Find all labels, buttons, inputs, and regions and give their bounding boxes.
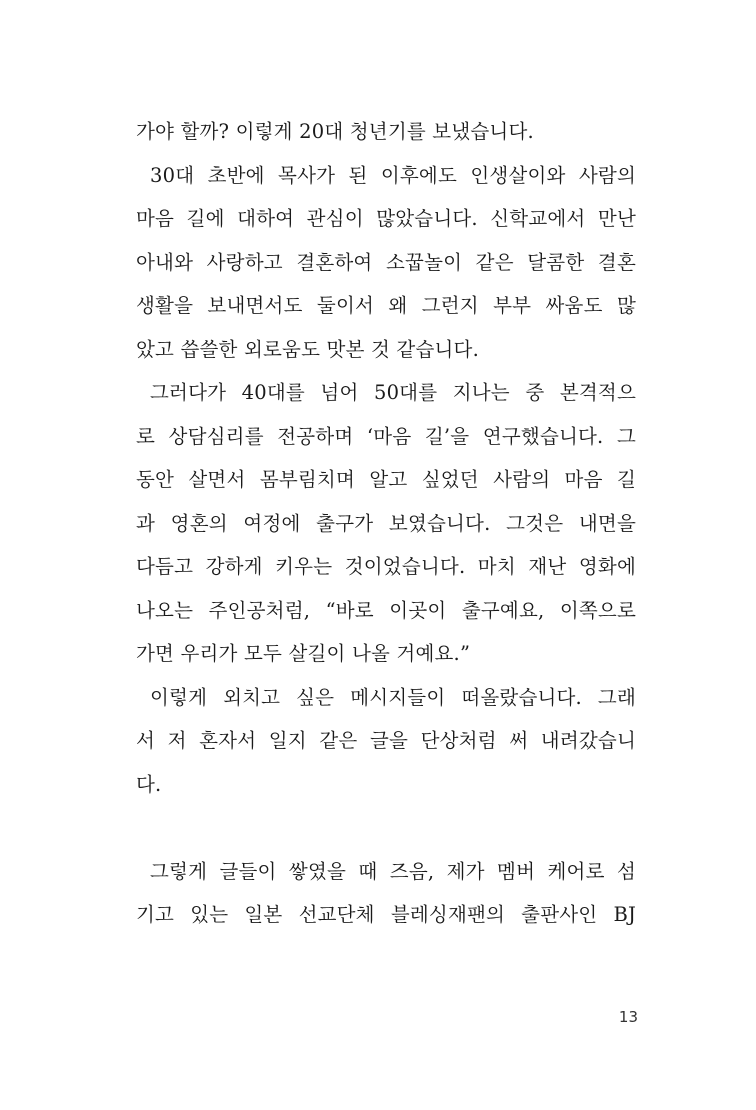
text-line: 그렇게 글들이 쌓였을 때 즈음, 제가 멤버 케어로 섬 <box>150 859 636 883</box>
text-line: 다듬고 강하게 키우는 것이었습니다. 마치 재난 영화에 <box>136 555 636 578</box>
text-line: 서 저 혼자서 일지 같은 글을 단상처럼 써 내려갔습니 <box>136 729 636 752</box>
text-line: 나오는 주인공처럼, “바로 이곳이 출구예요, 이쪽으로 <box>136 598 636 622</box>
page-number: 13 <box>618 1008 638 1026</box>
text-line: 다. <box>136 772 162 796</box>
text-line: 았고 씁쓸한 외로움도 맛본 것 같습니다. <box>136 337 479 361</box>
text-line: 30대 초반에 목사가 된 이후에도 인생살이와 사람의 <box>150 163 636 187</box>
body-text <box>136 110 636 937</box>
text-line: 동안 살면서 몸부림치며 알고 싶었던 사람의 마음 길 <box>136 468 636 491</box>
text-line: 마음 길에 대하여 관심이 많았습니다. 신학교에서 만난 <box>136 207 636 230</box>
paragraph-gap <box>136 806 636 850</box>
text-line: 기고 있는 일본 선교단체 블레싱재팬의 출판사인 BJ <box>136 903 636 926</box>
text-line: 로 상담심리를 전공하며 ‘마음 길’을 연구했습니다. 그 <box>136 424 636 448</box>
text-line: 그러다가 40대를 넘어 50대를 지나는 중 본격적으 <box>150 381 636 404</box>
text-line: 아내와 사랑하고 결혼하여 소꿉놀이 같은 달콤한 결혼 <box>136 250 636 274</box>
text-line: 이렇게 외치고 싶은 메시지들이 떠올랐습니다. 그래 <box>150 685 636 709</box>
text-line: 과 영혼의 여정에 출구가 보였습니다. 그것은 내면을 <box>136 511 636 535</box>
text-line: 가야 할까? 이렇게 20대 청년기를 보냈습니다. <box>136 120 534 143</box>
text-line: 생활을 보내면서도 둘이서 왜 그런지 부부 싸움도 많 <box>136 294 636 317</box>
text-line: 가면 우리가 모두 살길이 나올 거예요.” <box>136 642 471 665</box>
